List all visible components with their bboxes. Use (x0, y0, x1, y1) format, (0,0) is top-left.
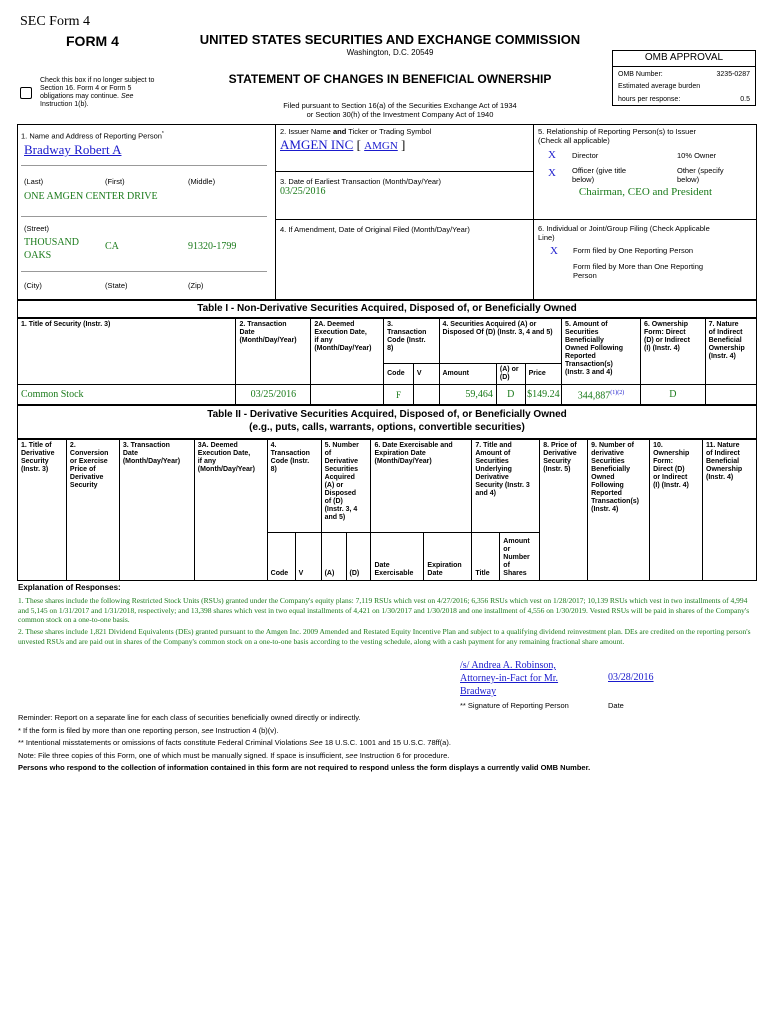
table-row (18, 385, 757, 405)
t2-sub-expiration: Expiration Date (424, 533, 472, 581)
date-label: Date (608, 701, 624, 710)
t2-h3a: 3A. Deemed Execution Date, if any (Month/Day/Year) (194, 440, 267, 581)
director-label: Director (572, 151, 599, 160)
t1-h-securities: 4. Securities Acquired (A) or Disposed Of (D) (Instr. 3, 4 and 5) (439, 319, 562, 364)
commission-title: UNITED STATES SECURITIES AND EXCHANGE COMMISSION (199, 32, 581, 47)
t1-sub-v: V (413, 364, 439, 385)
t1-row-date: 03/25/2016 (236, 385, 311, 405)
footnote-2: 2. These shares include 1,821 Dividend Equivalents (DEs) granted pursuant to the Amgen Inc. 2009 Amended and Restated Equity Incentive Plan and subject to a qualifying dividend reinvestment plan. DEs are credited on the reporting person's unvested RSUs and are paid out in shares of the Company's common stock on a one-to-one basis according to the vesting schedule, along with a cash payment for any remaining fractional share amount. (18, 627, 751, 646)
filed-pursuant: Filed pursuant to Section 16(a) of the Securities Exchange Act of 1934 or Section 30(h) of the Investment Company Act of 1940 (283, 101, 517, 119)
director-x-mark: X (548, 149, 556, 161)
box1-label: 1. Name and Address of Reporting Person* (21, 131, 164, 141)
t2-h2: 2. Conversion or Exercise Price of Derivative Security (66, 440, 119, 581)
t1-row-nature (705, 385, 756, 405)
ten-pct-owner-label: 10% Owner (677, 151, 717, 160)
omb-number-label: OMB Number: (618, 71, 663, 78)
footnote-star2: ** Intentional misstatements or omissions of facts constitute Federal Criminal Violations See 18 U.S.C. 1001 and 15 U.S.C. 78ff(a). (18, 738, 451, 747)
table1 (17, 318, 757, 405)
statement-title: STATEMENT OF CHANGES IN BENEFICIAL OWNERSHIP (228, 72, 552, 86)
box2-label: 2. Issuer Name and Ticker or Trading Symbol (280, 127, 432, 136)
t1-row-title: Common Stock (18, 385, 236, 405)
note-text: Note: File three copies of this Form, one of which must be manually signed. If space is insufficient, see Instruction 6 for procedure. (18, 751, 450, 760)
persons-notice: Persons who respond to the collection of information contained in this form are not required to respond unless the form displays a currently valid OMB Number. (18, 763, 591, 772)
one-person-label: Form filed by One Reporting Person (573, 246, 694, 255)
t2-h10: 10. Ownership Form: Direct (D) or Indirect (I) (Instr. 4) (650, 440, 703, 581)
one-person-x-mark: X (550, 245, 558, 257)
t2-h1: 1. Title of Derivative Security (Instr. 3) (18, 440, 67, 581)
t1-sub-code: Code (384, 364, 414, 385)
t2-h6: 6. Date Exercisable and Expiration Date (Month/Day/Year) (371, 440, 472, 533)
t1-row-deemed (311, 385, 384, 405)
first-label: (First) (105, 177, 125, 186)
box5-label: 5. Relationship of Reporting Person(s) to Issuer (Check all applicable) (538, 127, 696, 145)
reporting-person-name-link[interactable]: Bradway Robert A (24, 142, 122, 157)
omb-burden-label: Estimated average burden (618, 83, 701, 90)
box4-label: 4. If Amendment, Date of Original Filed (Month/Day/Year) (280, 225, 470, 234)
issuer-line: AMGEN INC [ AMGN ] (280, 137, 406, 152)
no-longer-subject-checkbox[interactable] (20, 87, 32, 99)
city-value: THOUSAND OAKS (24, 237, 79, 261)
table2 (17, 439, 757, 581)
table2-title: Table II - Derivative Securities Acquired, Disposed of, or Beneficially Owned (e.g., puts, calls, warrants, options, convertible securities) (207, 409, 567, 433)
sec-form-label: SEC Form 4 (20, 14, 91, 29)
more-person-label: Form filed by More than One Reporting Person (573, 262, 704, 280)
middle-label: (Middle) (188, 177, 216, 186)
zip-label: (Zip) (188, 281, 204, 290)
signature-label: ** Signature of Reporting Person (460, 701, 569, 710)
t1-sub-amount: Amount (439, 364, 496, 385)
t1-row-code: F (384, 385, 414, 405)
signature-date: 03/28/2016 (608, 672, 654, 683)
t2-h11: 11. Nature of Indirect Beneficial Ownership (Instr. 4) (703, 440, 757, 581)
street-label: (Street) (24, 224, 50, 233)
t1-h-date: 2. Transaction Date (Month/Day/Year) (236, 319, 311, 385)
officer-title: Chairman, CEO and President (578, 186, 713, 198)
footnote-ref[interactable]: (1)(2) (610, 390, 625, 396)
t2-h5: 5. Number of Derivative Securities Acquired (A) or Disposed of (D) (Instr. 3, 4 and 5) (321, 440, 371, 533)
signature-name: /s/ Andrea A. Robinson, Attorney-in-Fact for Mr. Bradway (460, 660, 559, 697)
omb-number-value: 3235-0287 (716, 71, 750, 78)
t1-row-v (413, 385, 439, 405)
t2-h8: 8. Price of Derivative Security (Instr. 5) (540, 440, 588, 581)
t1-h-code: 3. Transaction Code (Instr. 8) (384, 319, 439, 364)
reminder-text: Reminder: Report on a separate line for each class of securities beneficially owned directly or indirectly. (18, 713, 361, 722)
t2-sub-v: V (295, 533, 321, 581)
t1-row-form: D (641, 385, 706, 405)
t1-h-nature: 7. Nature of Indirect Beneficial Ownership (Instr. 4) (705, 319, 756, 385)
footnote-1: 1. These shares include the following Restricted Stock Units (RSUs) granted under the Company's equity plans: 7,119 RSUs which vest on 4/27/2016; 6,356 RSUs which vest on 1/28/2017; 10,139 RSUs which vest in two installments of 4,994 and 5,145 on 1/31/2017 and 1/31/2018, respectively; and 13,398 shares which vest in two equal installments of 4,421 on 1/30/2017 and 1/30/2018 and one installment of 4,556 on 1/30/2019. Vested RSUs will be paid in shares of the Company's common stock on a one-to-one basis. (18, 596, 750, 624)
t2-sub-title: Title (472, 533, 500, 581)
state-value: CA (105, 241, 119, 252)
t2-sub-amount: Amount or Number of Shares (500, 533, 540, 581)
t2-sub-d: (D) (346, 533, 371, 581)
omb-title: OMB APPROVAL (644, 52, 724, 63)
t1-row-price: $149.24 (525, 385, 561, 405)
box6-label: 6. Individual or Joint/Group Filing (Check Applicable Line) (538, 224, 710, 242)
t2-h3: 3. Transaction Date (Month/Day/Year) (119, 440, 194, 581)
t1-h-ownership-form: 6. Ownership Form: Direct (D) or Indirect (I) (Instr. 4) (641, 319, 706, 385)
zip-value: 91320-1799 (188, 241, 237, 252)
t1-h-amount-owned: 5. Amount of Securities Beneficially Owned Following Reported Transaction(s) (Instr. 3 and 4) (562, 319, 641, 385)
t1-row-owned: $344,887^{(1)(2)}$ (562, 385, 641, 405)
state-label: (State) (105, 281, 128, 290)
footnote-star1: * If the form is filed by more than one reporting person, see Instruction 4 (b)(v). (18, 726, 279, 735)
street-value: ONE AMGEN CENTER DRIVE (24, 191, 158, 202)
explanation-heading: Explanation of Responses: (18, 583, 121, 592)
t2-h4: 4. Transaction Code (Instr. 8) (267, 440, 321, 533)
omb-hours-value: 0.5 (740, 96, 750, 103)
omb-hours-label: hours per response: (618, 96, 681, 103)
t1-sub-aord: (A) or (D) (496, 364, 525, 385)
t1-h-deemed: 2A. Deemed Execution Date, if any (Month/Day/Year) (311, 319, 384, 385)
location: Washington, D.C. 20549 (346, 48, 434, 57)
t1-h-title: 1. Title of Security (Instr. 3) (18, 319, 236, 385)
t1-sub-price: Price (525, 364, 561, 385)
t2-sub-a: (A) (321, 533, 346, 581)
t2-sub-code: Code (267, 533, 295, 581)
last-label: (Last) (24, 177, 44, 186)
form-title: FORM 4 (66, 33, 119, 49)
box3-label: 3. Date of Earliest Transaction (Month/Day/Year) (280, 177, 442, 186)
officer-label: Officer (give title below) (572, 166, 627, 184)
t1-row-amount: 59,464 (439, 385, 496, 405)
ticker-link[interactable]: AMGN (364, 140, 398, 152)
officer-x-mark: X (548, 167, 556, 179)
other-label: Other (specify below) (677, 166, 724, 184)
t2-h7: 7. Title and Amount of Securities Underlying Derivative Security (Instr. 3 and 4) (472, 440, 540, 533)
t2-sub-date-exercisable: Date Exercisable (371, 533, 424, 581)
checkbox-instructions: Check this box if no longer subject to Section 16. Form 4 or Form 5 obligations may continue. See Instruction 1(b). (40, 77, 155, 108)
t1-row-aord: D (496, 385, 525, 405)
earliest-transaction-date: 03/25/2016 (280, 186, 326, 197)
issuer-name-link[interactable]: AMGEN INC (280, 137, 354, 152)
city-label: (City) (24, 281, 42, 290)
t2-h9: 9. Number of derivative Securities Beneficially Owned Following Reported Transaction(s) (Instr. 4) (588, 440, 650, 581)
table1-title: Table I - Non-Derivative Securities Acquired, Disposed of, or Beneficially Owned (197, 303, 577, 314)
